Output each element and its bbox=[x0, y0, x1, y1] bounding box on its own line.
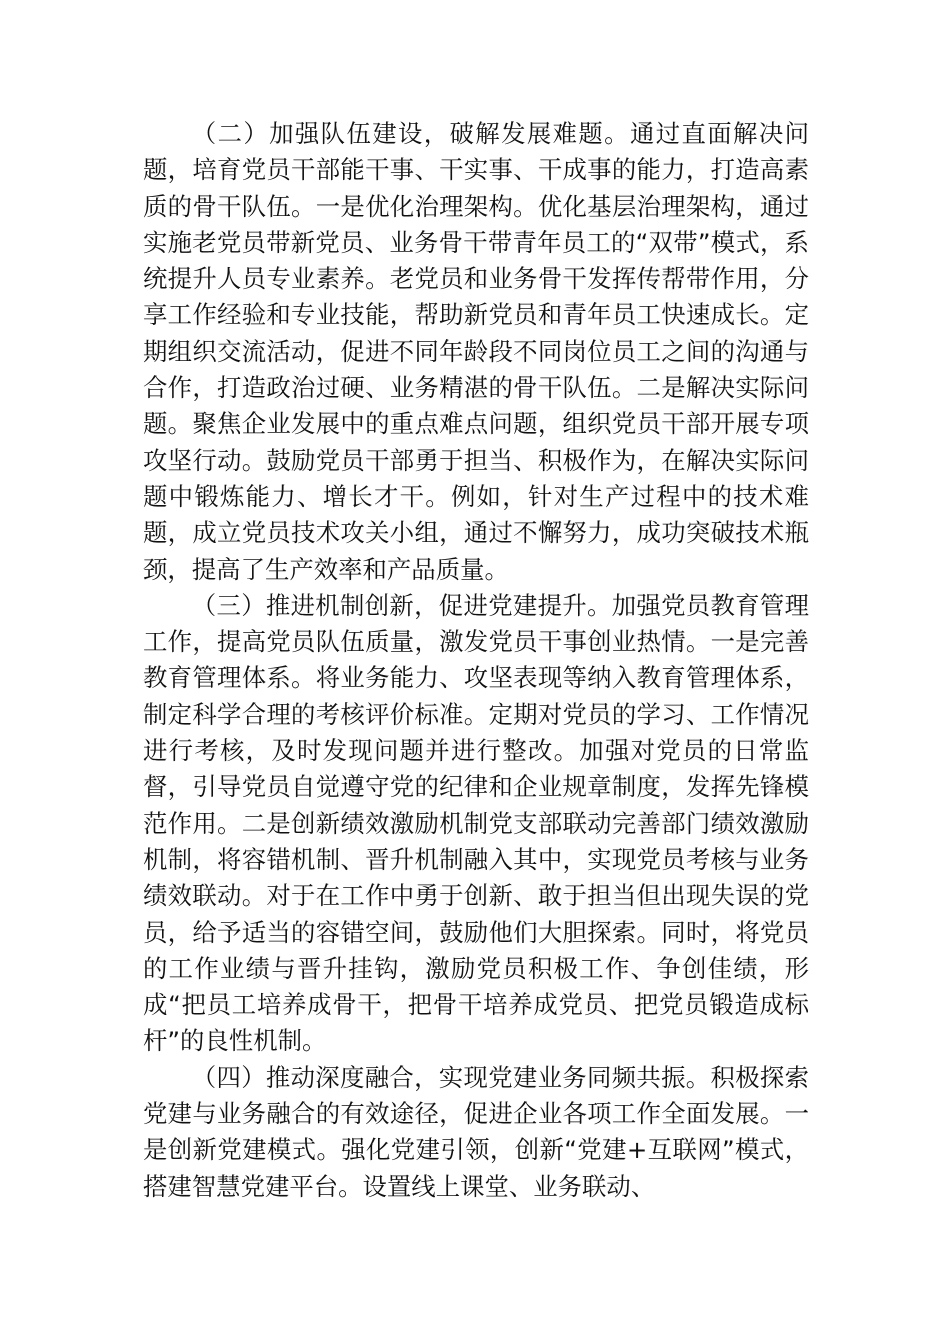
paragraph-mechanism-innovation: （三）推进机制创新，促进党建提升。加强党员教育管理工作，提高党员队伍质量，激发党员干事创业热情。一是完善教育管理体系。将业务能力、攻坚表现等纳入教育管理体系，制定科学合理的考核评价标准。定期对党员的学习、工作情况进行考核，及时发现问题并进行整改。加强对党员的日常监督，引导党员自觉遵守党的纪律和企业规章制度，发挥先锋模范作用。二是创新绩效激励机制党支部联动完善部门绩效激励机制，将容错机制、晋升机制融入其中，实现党员考核与业务绩效联动。对于在工作中勇于创新、敢于担当但出现失误的党员，给予适当的容错空间，鼓励他们大胆探索。同时，将党员的工作业绩与晋升挂钩，激励党员积极工作、争创佳绩，形成“把员工培养成骨干，把骨干培养成党员、把党员锻造成标杆”的良性机制。 bbox=[143, 590, 809, 1056]
document-body bbox=[143, 116, 809, 1205]
paragraph-team-building: （二）加强队伍建设，破解发展难题。通过直面解决问题，培育党员干部能干事、干实事、干成事的能力，打造高素质的骨干队伍。一是优化治理架构。优化基层治理架构，通过实施老党员带新党员、业务骨干带青年员工的“双带”模式，系统提升人员专业素养。老党员和业务骨干发挥传帮带作用，分享工作经验和专业技能，帮助新党员和青年员工快速成长。定期组织交流活动，促进不同年龄段不同岗位员工之间的沟通与合作，打造政治过硬、业务精湛的骨干队伍。二是解决实际问题。聚焦企业发展中的重点难点问题，组织党员干部开展专项攻坚行动。鼓励党员干部勇于担当、积极作为，在解决实际问题中锻炼能力、增长才干。例如，针对生产过程中的技术难题，成立党员技术攻关小组，通过不懈努力，成功突破技术瓶颈，提高了生产效率和产品质量。 bbox=[143, 119, 809, 584]
paragraph-deep-integration: （四）推动深度融合，实现党建业务同频共振。积极探索党建与业务融合的有效途径，促进企业各项工作全面发展。一是创新党建模式。强化党建引领，创新“党建+互联网”模式，搭建智慧党建平台。设置线上课堂、业务联动、 bbox=[143, 1062, 809, 1201]
